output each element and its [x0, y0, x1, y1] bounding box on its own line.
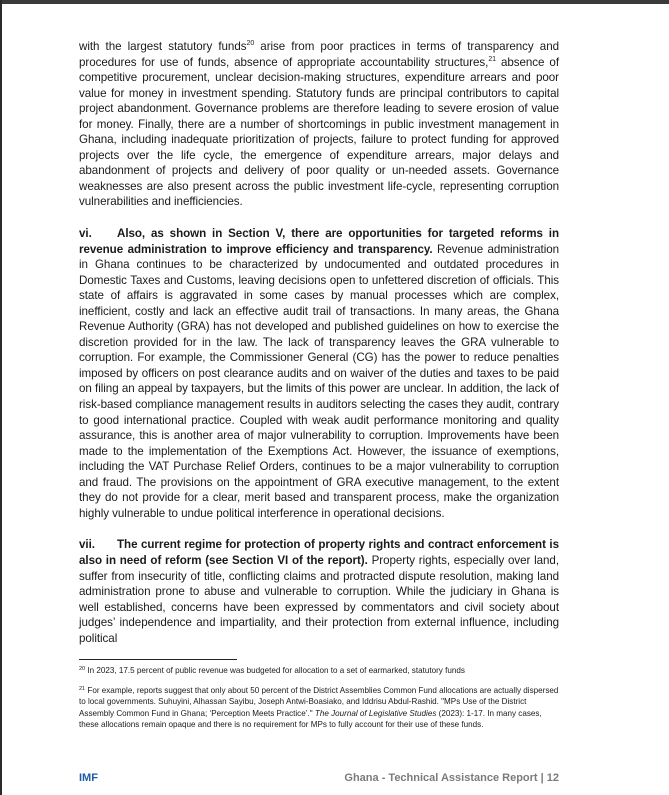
footer-org-label: IMF — [79, 772, 98, 784]
footnote-ref-21[interactable]: 21 — [488, 55, 496, 63]
document-body — [79, 39, 559, 646]
footnote-text: For example, reports suggest that only about 50 percent of the District Assemblies Common Fund allocations are actually dispersed to local governments. Suhuyini, Alhassan Sayibu, Joseph Antwi-Boasiako, and Iddrisu Abdul-Rashid. "MPs Use of the District Assembly Common Fund in Ghana; ‘Perception Meets Practice’." — [79, 685, 559, 718]
paragraph-text: absence of competitive procurement, unclear decision-making structures, expenditure arrears and poor value for money in investment spending. Statutory funds are principal contributors to capital project abandonment. Governance problems are therefore leading to severe erosion of value for money. Finally, there are a number of shortcomings in public investment management in Ghana, including inadequate prioritization of projects, failure to protect funding for approved projects over the life cycle, the emergence of expenditure arrears, major delays and abandonment of projects and delivery of poor quality or un-needed assets. Governance weaknesses are also present across the public investment life-cycle, representing corruption vulnerabilities and inefficiencies. — [79, 55, 559, 209]
paragraph-vi — [79, 226, 559, 521]
footnotes — [79, 665, 559, 731]
paragraph-number: vii. — [79, 538, 95, 552]
paragraph-bold-lead: The current regime for protection of property rights and contract enforcement is also in need of reform (see Section VI of the report). — [79, 538, 559, 567]
paragraph-text: arise from poor practices in terms of transparency and procedures for use of funds, absence of appropriate accountability structures, — [79, 40, 559, 69]
window-left-edge — [0, 0, 2, 795]
footnote-ref-20[interactable]: 20 — [246, 40, 255, 47]
paragraph-text: Revenue administration in Ghana continues to be characterized by undocumented and outdated procedures in Domestic Taxes and Customs, leaving decisions open to unfettered discretion of officials. This state of affairs is aggravated in some cases by manual processes which are complex, inefficient, costly and lack an effective audit trail of transactions. In many areas, the Ghana Revenue Authority (GRA) has not developed and published guidelines on how to exercise the discretion provided for in the law. The lack of transparency leaves the GRA vulnerable to corruption. For example, the Commissioner General (CG) has the power to reduce penalties imposed by officers on post clearance audits and on waiver of the duties and taxes to be paid on filing an appeal by taxpayers, but the limits of this power are unclear. In addition, the lack of risk-based compliance management results in auditors selecting the cases they audit, contrary to good international practice. Coupled with weak audit performance monitoring and quality assurance, this is another area of major vulnerability to corruption. Improvements have been made to the implementation of the Exemptions Act. However, the issuance of exemptions, including the VAT Purchase Relief Orders, continues to be a major vulnerability to corruption and fraud. The provisions on the appointment of GRA executive management, to the extent they do not provide for a clear, merit based and transparent process, make the organization highly vulnerable to undue political interference in operational decisions. — [79, 242, 560, 520]
window-top-bar — [0, 0, 669, 4]
paragraph-number: vi. — [79, 227, 92, 241]
journal-title: The Journal of Legislative Studies — [314, 708, 437, 718]
paragraph-text: with the largest statutory funds — [79, 40, 247, 53]
paragraph-vii — [79, 537, 559, 646]
footnote-text: (2023): 1-17. In many cases, these allocations remain opaque and there is no requirement for MPs to fully account for their use of these funds. — [79, 708, 542, 730]
footnote-separator — [79, 659, 237, 660]
paragraph-continuation — [79, 39, 559, 210]
page-footer — [79, 772, 559, 788]
footer-report-title-page-number: Ghana - Technical Assistance Report | 12 — [344, 772, 559, 784]
footnote-text: In 2023, 17.5 percent of public revenue was budgeted for allocation to a set of earmarked, statutory funds — [85, 666, 465, 675]
footnote-number: 21 — [79, 685, 86, 692]
paragraph-bold-lead: Also, as shown in Section V, there are opportunities for targeted reforms in revenue administration to improve efficiency and transparency. — [79, 227, 559, 256]
paragraph-text: Property rights, especially over land, suffer from insecurity of title, conflicting claims and protracted dispute resolution, making land administration prone to abuse and vulnerable to corruption. While the judiciary in Ghana is well established, concerns have been expressed by commentators and civil society about judges’ independence and impartiality, and their protection from external influence, including political — [79, 553, 559, 645]
footnote-number: 20 — [79, 666, 86, 672]
footnote-21 — [79, 685, 559, 731]
footnote-20 — [79, 665, 559, 677]
